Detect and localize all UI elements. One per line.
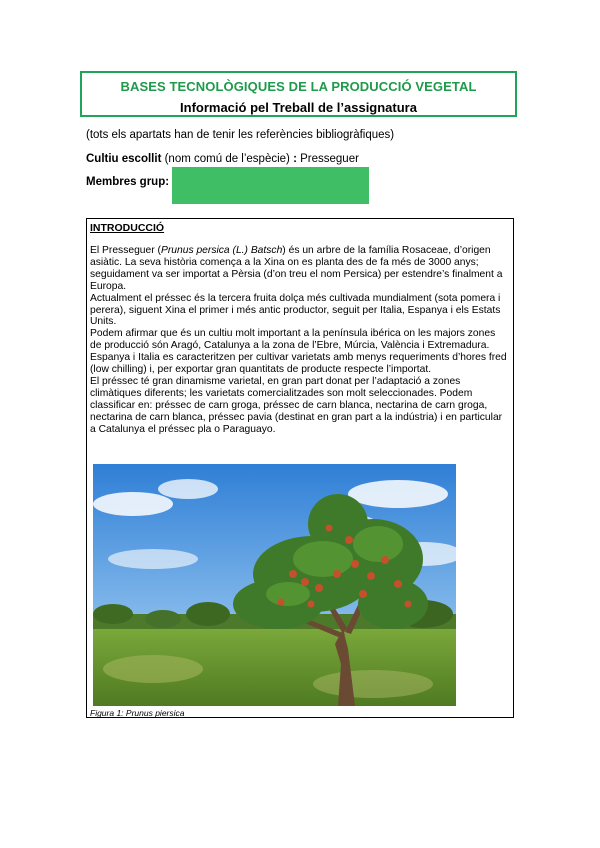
introduction-section	[86, 218, 514, 718]
crop-label: Cultiu escollit	[86, 153, 162, 165]
members-redaction	[172, 167, 369, 204]
intro-paragraph-2: Actualment el préssec és la tercera fruita dolça més cultivada mundialment (sota pomera i perera), siguent Xina el primer i més antic productor, seguit per Italia, Espanya i els Estats Units.	[90, 292, 501, 328]
introduction-heading: INTRODUCCIÓ	[90, 222, 165, 234]
peach-tree-photo	[93, 464, 456, 706]
members-label: Membres grup:	[86, 176, 170, 188]
title-box	[80, 71, 517, 117]
intro-paragraph-4: El préssec té gran dinamisme varietal, en gran part donat per l’adaptació a zones climàtiques diferents; les varietats comercialitzades son molt seleccionades. Podem classificar en: préssec de carn groga, préssec de carn blanca, nectarina de carn groga, nectarina de carn blanca, préssec pavia (destinat en gran part a la indústria) i en particular a Catalunya el préssec pla o Paraguayo.	[90, 375, 503, 435]
crop-colon: :	[293, 153, 297, 165]
crop-line	[86, 153, 359, 165]
document-title: BASES TECNOLÒGIQUES DE LA PRODUCCIÓ VEGETAL	[120, 79, 477, 94]
introduction-text	[90, 245, 508, 436]
intro-paragraph-3: Podem afirmar que és un cultiu molt important a la península ibérica on les majors zones de producció són Aragó, Catalunya a la zona de l’Ebre, Múrcia, València i Extremadura. Espanya i Italia es caracteritzen per cultivar varietats amb menys requeriments d’hores fred (low chilling) i, per exportar gran quantitats de producte respecte l’importat.	[90, 328, 507, 376]
crop-value: Presseguer	[296, 153, 359, 165]
crop-hint: (nom comú de l’espècie)	[161, 153, 294, 165]
document-subtitle: Informació pel Treball de l’assignatura	[180, 100, 417, 115]
species-name: Prunus persica (L.) Batsch	[160, 245, 283, 256]
intro-p1-end: ) és un arbre de la família Rosaceae, d’origen asiàtic. La seva història comença a la Xina on es planta des de fa més de 3000 anys; seguidament va ser importat a Pèrsia (d’on treu el nom Persica) per estendre’s finalment a Europa.	[90, 245, 503, 292]
peach-tree-image	[93, 464, 456, 706]
references-note: (tots els apartats han de tenir les referències bibliogràfiques)	[86, 129, 395, 141]
intro-paragraph-1	[90, 245, 508, 293]
figure-caption: Figura 1: Prunus piersica	[90, 708, 185, 718]
intro-p1-start: El Presseguer (	[90, 245, 161, 256]
